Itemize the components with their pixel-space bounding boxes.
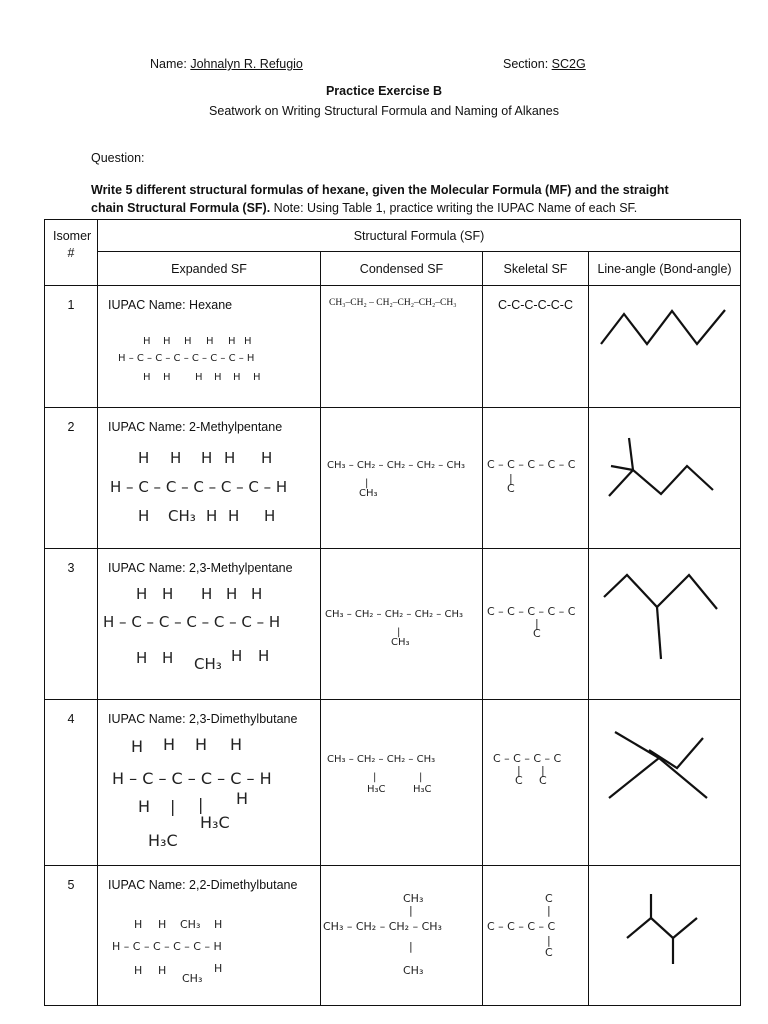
line-angle-drawing [589,286,740,404]
svg-text:H – C – C – C – C – C – H: H – C – C – C – C – C – H [103,613,281,631]
svg-text:H: H [163,336,171,347]
svg-text:C – C – C – C: C – C – C – C [493,752,562,765]
line-angle-drawing [589,700,740,862]
condensed-drawing [321,549,482,696]
skeletal-drawing [483,700,588,862]
expanded-cell [98,700,321,866]
svg-text:C: C [533,627,541,640]
svg-text:H: H [158,964,167,977]
svg-text:C – C – C – C – C: C – C – C – C – C [487,458,576,471]
svg-text:CH₃: CH₃ [403,964,424,977]
skeletal-drawing [483,866,588,1002]
condensed-formula: CH₃–CH₂ – CH₂–CH₂–CH₂–CH₃ [329,298,457,308]
skeletal-cell [483,286,589,408]
condensed-cell [321,286,483,408]
svg-text:CH₃: CH₃ [180,918,201,931]
section-field [503,57,586,71]
svg-text:H: H [143,372,151,383]
svg-text:H: H [226,585,238,603]
iupac-name: IUPAC Name: Hexane [108,298,233,312]
svg-text:H: H [201,449,213,467]
condensed-drawing [321,700,482,862]
svg-text:H: H [253,372,261,383]
svg-text:CH₃: CH₃ [391,637,410,648]
line-angle-cell [589,700,741,866]
iupac-name: IUPAC Name: 2,3-Methylpentane [108,561,293,575]
svg-text:H: H [251,585,263,603]
condensed-cell [321,408,483,549]
name-value: Johnalyn R. Refugio [190,57,303,71]
line-angle-cell [589,549,741,700]
expanded-structure-drawing [98,286,318,404]
expanded-structure-drawing [98,866,318,1002]
svg-text:H – C – C – C – C – C – C – H: H – C – C – C – C – C – C – H [118,353,255,364]
svg-text:H: H [158,918,167,931]
svg-text:H: H [162,649,174,667]
condensed-cell [321,549,483,700]
svg-text:H: H [138,449,150,467]
svg-text:CH₃: CH₃ [194,655,222,673]
section-label: Section: [503,57,549,71]
svg-text:H: H [264,507,276,525]
header-condensed: Condensed SF [321,252,483,286]
svg-text:H: H [134,964,143,977]
question-bold: Write 5 different structural formulas of hexane, given the Molecular Formula (MF) and the straight chain Structural Formula (SF). [91,183,669,215]
row-number: 1 [45,286,98,408]
condensed-cell [321,866,483,1006]
header-line-angle: Line-angle (Bond-angle) [589,252,741,286]
skeletal-drawing [483,549,588,696]
svg-text:|: | [547,904,551,917]
svg-text:CH₃ – CH₂ – CH₂ – CH₃: CH₃ – CH₂ – CH₂ – CH₃ [323,920,442,933]
svg-text:C: C [539,774,547,787]
page-subtitle: Seatwork on Writing Structural Formula and Naming of Alkanes [209,104,559,118]
skeletal-cell [483,866,589,1006]
svg-text:H₃C: H₃C [200,813,230,832]
svg-text:H – C – C – C – C – H: H – C – C – C – C – H [112,940,222,953]
svg-text:H: H [163,372,171,383]
skeletal-drawing [483,408,588,545]
row-number: 5 [45,866,98,1006]
expanded-cell [98,549,321,700]
svg-text:|: | [365,478,369,489]
row-number: 4 [45,700,98,866]
expanded-cell [98,408,321,549]
svg-text:|: | [517,764,521,777]
svg-text:|: | [409,904,413,917]
section-value: SC2G [551,57,586,71]
svg-text:CH₃: CH₃ [168,507,196,525]
svg-text:H: H [261,449,273,467]
header-isomer: Isomer # [45,220,98,286]
svg-text:H: H [236,789,249,808]
table-row [45,700,741,866]
svg-text:H₃C: H₃C [148,831,178,850]
header-skeletal: Skeletal SF [483,252,589,286]
svg-text:|: | [419,772,423,783]
svg-text:H₃C: H₃C [413,784,432,795]
svg-text:C – C – C – C: C – C – C – C [487,920,556,933]
table-row [45,286,741,408]
svg-text:C: C [515,774,523,787]
iupac-name: IUPAC Name: 2,2-Dimethylbutane [108,878,298,892]
row-number: 2 [45,408,98,549]
svg-text:H: H [214,372,222,383]
svg-text:H: H [206,507,218,525]
svg-text:C – C – C – C – C: C – C – C – C – C [487,605,576,618]
svg-text:H: H [163,735,176,754]
expanded-structure-drawing [98,700,318,862]
skeletal-cell [483,408,589,549]
line-angle-cell [589,286,741,408]
svg-text:H: H [233,372,241,383]
svg-text:H: H [143,336,151,347]
skeletal-formula: C-C-C-C-C-C [498,298,573,312]
header-expanded: Expanded SF [98,252,321,286]
svg-text:|: | [170,797,176,816]
page-title: Practice Exercise B [325,84,443,98]
svg-text:|: | [547,934,551,947]
svg-text:CH₃: CH₃ [359,488,378,499]
svg-text:H: H [162,585,174,603]
condensed-drawing [321,866,482,1002]
svg-text:H: H [244,336,252,347]
skeletal-cell [483,700,589,866]
line-angle-cell [589,866,741,1006]
svg-text:H: H [138,507,150,525]
row-number: 3 [45,549,98,700]
svg-text:C: C [507,482,515,495]
svg-text:H: H [195,735,208,754]
skeletal-cell [483,549,589,700]
expanded-structure-drawing [98,549,318,696]
svg-text:H: H [170,449,182,467]
svg-text:H: H [258,647,270,665]
line-angle-cell [589,408,741,549]
svg-text:H: H [138,797,151,816]
svg-text:H: H [228,507,240,525]
svg-text:H: H [184,336,192,347]
svg-text:|: | [409,940,413,953]
expanded-cell [98,866,321,1006]
condensed-drawing [321,408,482,545]
svg-text:H: H [131,737,144,756]
svg-text:H: H [231,647,243,665]
svg-text:CH₃ – CH₂ – CH₂ – CH₃: CH₃ – CH₂ – CH₂ – CH₃ [327,754,436,765]
svg-text:H₃C: H₃C [367,784,386,795]
iupac-name: IUPAC Name: 2-Methylpentane [108,420,283,434]
svg-text:|: | [397,627,401,638]
table-row [45,549,741,700]
isomer-table [44,219,741,1006]
line-angle-drawing [589,866,740,1002]
question-note: Note: Using Table 1, practice writing the IUPAC Name of each SF. [270,201,638,215]
table-row [45,866,741,1006]
svg-text:C: C [545,946,553,959]
iupac-name: IUPAC Name: 2,3-Dimethylbutane [108,712,298,726]
svg-text:CH₃ – CH₂ – CH₂ – CH₂ – CH₃: CH₃ – CH₂ – CH₂ – CH₂ – CH₃ [327,460,465,471]
svg-text:H: H [136,585,148,603]
svg-text:H: H [136,649,148,667]
svg-text:|: | [541,764,545,777]
svg-text:H: H [230,735,243,754]
line-angle-drawing [589,408,740,545]
expanded-structure-drawing [98,408,318,545]
svg-text:H: H [195,372,203,383]
svg-text:H: H [214,918,223,931]
name-field [150,57,303,71]
svg-text:|: | [198,795,204,814]
svg-text:CH₃: CH₃ [403,892,424,905]
svg-text:H: H [134,918,143,931]
line-angle-drawing [589,549,740,696]
header-sf: Structural Formula (SF) [98,220,741,252]
svg-text:|: | [535,617,539,630]
svg-text:|: | [373,772,377,783]
svg-text:H – C – C – C – C – C – H: H – C – C – C – C – C – H [110,478,288,496]
svg-text:H: H [206,336,214,347]
condensed-cell [321,700,483,866]
table-row [45,408,741,549]
svg-text:CH₃: CH₃ [182,972,203,985]
svg-text:CH₃ – CH₂ – CH₂ – CH₂ – CH₃: CH₃ – CH₂ – CH₂ – CH₂ – CH₃ [325,609,463,620]
question-text [91,181,691,217]
svg-text:C: C [545,892,553,905]
expanded-cell [98,286,321,408]
svg-text:H: H [228,336,236,347]
svg-text:H: H [201,585,213,603]
question-label: Question: [91,151,145,165]
svg-text:|: | [509,472,513,485]
svg-text:H: H [214,962,223,975]
svg-text:H – C – C – C – C – H: H – C – C – C – C – H [112,769,272,788]
svg-text:H: H [224,449,236,467]
name-label: Name: [150,57,187,71]
